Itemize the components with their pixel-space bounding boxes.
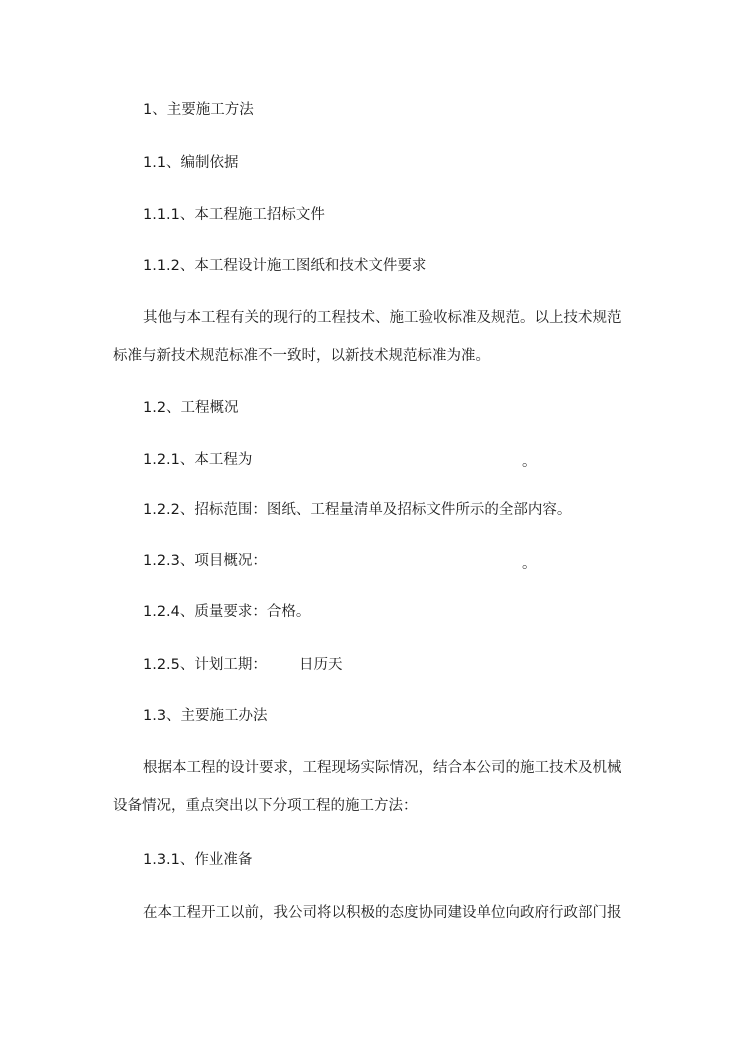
heading-1-3-1: 1.3.1、作业准备 — [143, 852, 253, 868]
paragraph-3-line-1: 在本工程开工以前，我公司将以积极的态度协同建设单位向政府行政部门报 — [143, 905, 622, 921]
heading-1-1-1: 1.1.1、本工程施工招标文件 — [143, 207, 325, 223]
paragraph-1-line-2: 标准与新技术规范标准不一致时，以新技术规范标准为准。 — [113, 348, 490, 364]
item-1-2-5: 1.2.5、计划工期： — [143, 657, 267, 673]
heading-1-2: 1.2、工程概况 — [143, 400, 239, 416]
item-1-2-4: 1.2.4、质量要求：合格。 — [143, 604, 311, 620]
paragraph-2-line-1: 根据本工程的设计要求，工程现场实际情况，结合本公司的施工技术及机械 — [143, 760, 622, 776]
paragraph-2-line-2: 设备情况，重点突出以下分项工程的施工方法： — [113, 798, 418, 814]
item-1-2-1-period: 。 — [522, 454, 537, 470]
heading-1-1-2: 1.1.2、本工程设计施工图纸和技术文件要求 — [143, 258, 427, 274]
item-1-2-3: 1.2.3、项目概况： — [143, 553, 267, 569]
item-1-2-1: 1.2.1、本工程为 — [143, 452, 253, 468]
heading-1: 1、主要施工方法 — [143, 102, 254, 118]
heading-1-1: 1.1、编制依据 — [143, 155, 239, 171]
item-1-2-2: 1.2.2、招标范围：图纸、工程量清单及招标文件所示的全部内容。 — [143, 502, 572, 518]
paragraph-1-line-1: 其他与本工程有关的现行的工程技术、施工验收标准及规范。以上技术规范 — [143, 310, 622, 326]
item-1-2-5-value: 日历天 — [299, 657, 343, 673]
item-1-2-3-period: 。 — [522, 556, 537, 572]
heading-1-3: 1.3、主要施工办法 — [143, 708, 268, 724]
